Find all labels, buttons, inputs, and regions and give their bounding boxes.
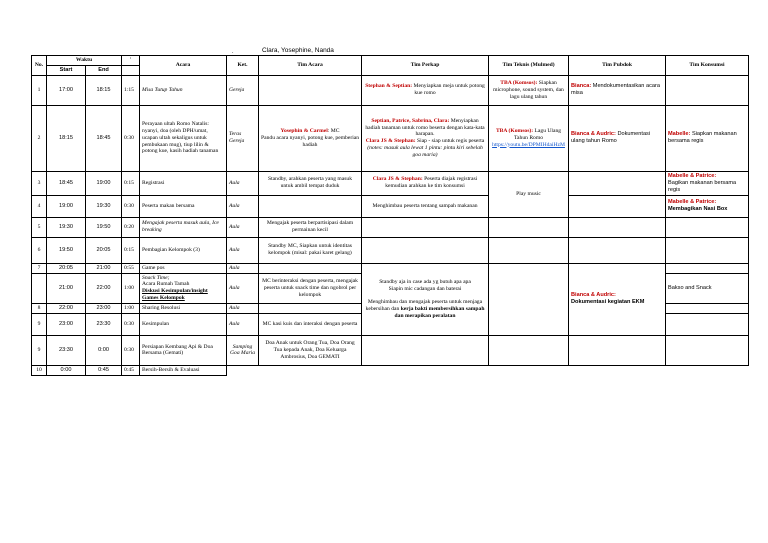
tim-pubdok-cell (569, 217, 666, 237)
tim-perkap-cell (362, 217, 489, 237)
acara-line-3: Diskusi Kesimpulan/insight Games Kelompok (142, 288, 208, 302)
schedule-table (31, 55, 749, 376)
tim-pubdok-cell (569, 195, 666, 217)
teknis-task: Lagu Ulang Tahun Romo (514, 127, 562, 141)
row-number: 6 (32, 237, 47, 263)
tim-acara-cell: Doa Anak untuk Orang Tua, Doa Orang Tua kepada Anak, Doa Keluarga Ambrosius, Doa GEMATI (259, 335, 362, 365)
ket-cell (227, 365, 259, 375)
tim-teknis-cell (489, 237, 569, 263)
row-number: 5 (32, 217, 47, 237)
tim-konsumsi-cell (666, 263, 749, 273)
header-end: End (86, 65, 122, 75)
start-time: 23:00 (47, 313, 86, 335)
row-number (32, 273, 47, 303)
kons-task: Siapkan makanan bersama regis (668, 131, 737, 145)
song-link[interactable]: https://youtu.be/DPMIHdaiHzM (492, 141, 565, 148)
tim-pubdok-cell (569, 171, 666, 195)
acara-cell: Bersih-Bersih & Evaluasi (140, 365, 227, 375)
pubdok-person: Bianca: (571, 83, 592, 90)
teknis-person: TBA (Komsos): (495, 127, 534, 134)
tim-konsumsi-cell (666, 171, 749, 195)
tim-konsumsi-cell: Bakso and Snack (666, 273, 749, 303)
table-row (32, 263, 749, 273)
tim-acara-cell (259, 195, 362, 217)
tim-perkap-cell (362, 237, 489, 263)
table-row (32, 335, 749, 365)
ket-cell: Samping Goa Maria (227, 335, 259, 365)
teknis-task: Siapkan microphone, sound system, dan lagu ulang tahun (493, 79, 564, 100)
teknis-person: TBA (Komsos): (500, 79, 538, 86)
start-time: 21:00 (47, 273, 86, 303)
tim-perkap-cell (362, 105, 489, 171)
tim-pubdok-cell (569, 335, 666, 365)
duration: 1:00 (122, 273, 140, 303)
ket-cell: Aula (227, 237, 259, 263)
acara-cell: Mengajak peserta masuk aula, Ice breaking (140, 217, 227, 237)
perkap-note-4: kerja bakti membersihkan sampah dan merapikan peralatan (394, 306, 485, 319)
tim-perkap-cell (362, 335, 489, 365)
tim-perkap-cell (362, 365, 489, 375)
header-tim-pubdok: Tim Pubdok (569, 56, 666, 76)
start-time: 17:00 (47, 75, 86, 105)
header-dur (122, 65, 140, 75)
ket-cell: Aula (227, 171, 259, 195)
end-time: 23:30 (86, 313, 122, 335)
table-row (32, 217, 749, 237)
pubdok-task: Mendokumentasikan acara misa (571, 83, 660, 97)
tim-acara-cell: MC kasi kuis dan interaksi dengan peserta (259, 313, 362, 335)
acara-person: Yosephin & Carmel (280, 127, 328, 134)
tim-teknis-cell (489, 263, 569, 335)
tim-perkap-cell: Menghimbau peserta tentang sampah makanan (362, 195, 489, 217)
tim-acara-cell (259, 105, 362, 171)
end-time: 18:15 (86, 75, 122, 105)
header-start: Start (47, 65, 86, 75)
tim-perkap-cell (362, 75, 489, 105)
tim-pubdok-cell (569, 237, 666, 263)
end-time: 23:00 (86, 303, 122, 313)
duration: 0:55 (122, 263, 140, 273)
duration: 0:30 (122, 195, 140, 217)
end-time: 19:50 (86, 217, 122, 237)
row-number: 7 (32, 263, 47, 273)
start-time: 18:15 (47, 105, 86, 171)
perkap-person: Septian, Patrice, Sabrina, Clara: (371, 117, 450, 124)
header-tim-perkap: Tim Perkap (362, 56, 489, 76)
acara-cell: Sharing Resolusi (140, 303, 227, 313)
kons-person: Mabelle & Patrice: (668, 199, 717, 206)
tim-teknis-cell: Play music (489, 171, 569, 217)
perkap-task: Menyiapkan hadiah tanaman untuk romo beserta dengan kata-kata harapan. (365, 117, 485, 138)
duration: 0:15 (122, 237, 140, 263)
acara-cell: Persiapan Kembang Api & Doa Bersama (Gemati) (140, 335, 227, 365)
header-waktu: Waktu (47, 56, 122, 66)
perkap-note-3: Menghimbau dan mengajak peserta untuk menjaga kebersihan dan (365, 299, 483, 313)
ket-cell: Aula (227, 195, 259, 217)
header-no: No. (32, 56, 47, 76)
tim-acara-cell: Standby MC, Siapkan untuk identitas kelompok (misal: pakai karet gelang) (259, 237, 362, 263)
tim-konsumsi-cell (666, 105, 749, 171)
tim-konsumsi-cell (666, 217, 749, 237)
ket-cell: Teras Gereja (227, 105, 259, 171)
header-acara: Acara (140, 56, 227, 76)
tim-konsumsi-cell (666, 303, 749, 313)
perkap-notes: (notes: masuk aula lewat 1 pintu: pintu kiri sebelah goa maria) (367, 144, 483, 158)
start-time: 19:00 (47, 195, 86, 217)
tim-teknis-cell (489, 365, 569, 375)
end-time: 19:00 (86, 171, 122, 195)
perkap-task: Menyiapkan meja untuk potong kue romo (412, 83, 485, 97)
start-time: 19:50 (47, 237, 86, 263)
duration: 0:15 (122, 171, 140, 195)
tim-acara-cell (259, 365, 362, 375)
duration: 0:30 (122, 313, 140, 335)
duration: 0:45 (122, 365, 140, 375)
top-dot: . (232, 49, 234, 55)
duration: 1:00 (122, 303, 140, 313)
row-number: 9 (32, 313, 47, 335)
end-time: 19:30 (86, 195, 122, 217)
row-number: 4 (32, 195, 47, 217)
perkap-note-1: Standby aja in case ada yg butuh apa apa (379, 278, 471, 285)
tim-acara-cell (259, 75, 362, 105)
ket-cell: Aula (227, 217, 259, 237)
end-time: 18:45 (86, 105, 122, 171)
header-row-1 (32, 56, 749, 66)
row-number: 1 (32, 75, 47, 105)
row-number: 10 (32, 365, 47, 375)
pubdok-person: Bianca & Audric: (571, 131, 616, 138)
start-time: 18:45 (47, 171, 86, 195)
tim-konsumsi-cell (666, 313, 749, 335)
start-time: 19:30 (47, 217, 86, 237)
perkap-note-2: Siapin mic cadangan dan baterai (388, 285, 462, 292)
perkap-task-2: Siap - siap untuk regis peserta (415, 138, 485, 145)
tim-konsumsi-cell (666, 335, 749, 365)
table-row (32, 171, 749, 195)
tim-konsumsi-cell (666, 237, 749, 263)
perkap-task: Peserta diajak registrasi kemudian arahkan ke tim konsumsi (385, 176, 478, 190)
tim-acara-cell: Mengajak peserta berpartisipasi dalam permainan kecil (259, 217, 362, 237)
table-row (32, 75, 749, 105)
duration: 0:30 (122, 335, 140, 365)
tim-konsumsi-cell (666, 365, 749, 375)
tim-pubdok-cell (569, 263, 666, 335)
duration: 0:30 (122, 105, 140, 171)
tim-teknis-cell (489, 217, 569, 237)
tim-pubdok-cell (569, 105, 666, 171)
header-tim-acara: Tim Acara (259, 56, 362, 76)
end-time: 21:00 (86, 263, 122, 273)
ket-cell: Aula (227, 273, 259, 303)
ket-cell: Aula (227, 313, 259, 335)
tim-acara-cell (259, 303, 362, 313)
acara-cell (140, 273, 227, 303)
tim-teknis-cell (489, 105, 569, 171)
kons-person: Mabelle & Patrice: (668, 172, 717, 179)
end-time: 22:00 (86, 273, 122, 303)
tim-perkap-cell (362, 171, 489, 195)
header-tim-konsumsi: Tim Konsumsi (666, 56, 749, 76)
kons-task: Membagikan Nasi Box (668, 206, 728, 213)
start-time: 20:05 (47, 263, 86, 273)
tim-teknis-cell (489, 335, 569, 365)
tim-konsumsi-cell (666, 195, 749, 217)
perkap-person: Clara JS & Stephan: (372, 176, 423, 183)
pubdok-task: Dokumentasi kegiatan EKM (571, 299, 645, 306)
acara-cell: Pembagian Kelompok (3) (140, 237, 227, 263)
start-time: 22:00 (47, 303, 86, 313)
table-row (32, 237, 749, 263)
end-time: 0:45 (86, 365, 122, 375)
kons-task: Bagikan makanan bersama regis (668, 179, 737, 193)
pubdok-person: Bianca & Audric: (571, 292, 616, 299)
ket-cell: Gereja (227, 75, 259, 105)
header-tick: ' (122, 56, 140, 66)
tim-acara-cell: Standby, arahkan peserta yang masuk untuk ambil tempat duduk (259, 171, 362, 195)
perkap-person: Stephan & Septian: (365, 83, 413, 90)
acara-cell: Game pos (140, 263, 227, 273)
acara-cell: Misa Tutup Tahun (140, 75, 227, 105)
perkap-person-2: Clara JS & Stephan: (365, 138, 416, 145)
tim-acara-cell (259, 263, 362, 273)
tim-konsumsi-cell (666, 75, 749, 105)
ket-cell: Aula (227, 303, 259, 313)
table-row (32, 105, 749, 171)
header-ket: Ket. (227, 56, 259, 76)
acara-line-1: Snack Time; (142, 274, 170, 281)
row-number: 3 (32, 171, 47, 195)
tim-teknis-cell (489, 75, 569, 105)
acara-task: Pandu acara nyanyi, potong kue, pemberian hadiah (261, 134, 360, 148)
start-time: 0:00 (47, 365, 86, 375)
kons-person: Mabelle: (668, 131, 691, 138)
tim-perkap-cell (362, 263, 489, 335)
end-time: 20:05 (86, 237, 122, 263)
acara-role: : MC (327, 127, 340, 134)
acara-cell: Perayaan ultah Romo Natalis: nyanyi, doa (oleh DPH/umat, ucapan ultah sekaligus untuk pembukaan mug), tiup lilin & potong kue, kasih hadiah tanaman (140, 105, 227, 171)
tim-acara-cell: MC berinteraksi dengan peserta, mengajak peserta untuk snack time dan ngobrol per kelompok (259, 273, 362, 303)
acara-cell: Registrasi (140, 171, 227, 195)
row-number: 2 (32, 105, 47, 171)
acara-cell: Kesimpulan (140, 313, 227, 335)
table-row (32, 195, 749, 217)
pubdok-task: Dokumentasi ulang tahun Romo (571, 131, 651, 145)
duration: 0:20 (122, 217, 140, 237)
top-note: Clara, Yosephine, Nanda (262, 47, 334, 54)
acara-cell: Peserta makan bersama (140, 195, 227, 217)
tim-pubdok-cell (569, 75, 666, 105)
end-time: 0:00 (86, 335, 122, 365)
ket-cell: Aula (227, 263, 259, 273)
duration: 1:15 (122, 75, 140, 105)
start-time: 23:30 (47, 335, 86, 365)
row-number: 8 (32, 303, 47, 313)
header-tim-teknis: Tim Teknis (Mulmed) (489, 56, 569, 76)
tim-pubdok-cell (569, 365, 666, 375)
table-row (32, 365, 749, 375)
acara-line-2: Acara Rumah Tamah (142, 281, 190, 288)
row-number: 9 (32, 335, 47, 365)
